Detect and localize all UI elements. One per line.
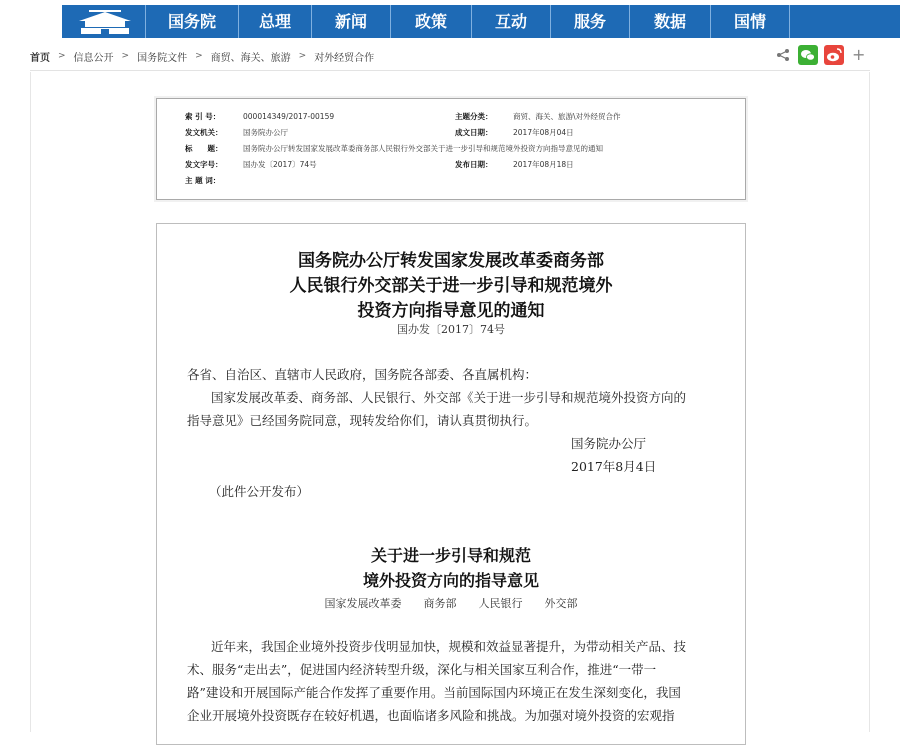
nav-item-interaction[interactable]: 互动 (494, 12, 527, 31)
more-share-button[interactable]: + (852, 45, 866, 64)
signature: 国务院办公厅 (571, 436, 647, 451)
chevron-right-icon: > (121, 51, 130, 61)
info-row-issuer (185, 127, 288, 138)
pub-date-label: 发布日期： (455, 160, 493, 169)
info-row-doc-number (185, 159, 317, 170)
nav-item-data[interactable]: 数据 (653, 12, 686, 31)
share-icon[interactable] (776, 48, 790, 62)
breadcrumb-trade-customs-tourism[interactable]: 商贸、海关、旅游 (210, 52, 291, 64)
info-row-date-written (455, 127, 574, 138)
issuer-value: 国务院办公厅 (243, 128, 288, 137)
index-value: 000014349/2017-00159 (243, 112, 335, 121)
nav-item-state-council[interactable]: 国务院 (167, 12, 216, 31)
nav-item-news[interactable]: 新闻 (334, 12, 367, 31)
wechat-icon[interactable] (798, 45, 818, 65)
breadcrumb (30, 46, 374, 66)
body-line-1: 国家发展改革委、商务部、人民银行、外交部《关于进一步引导和规范境外投资方向的 (211, 390, 687, 405)
breadcrumb-state-council-docs[interactable]: 国务院文件 (137, 52, 188, 64)
date-written-value: 2017年08月04日 (513, 128, 574, 137)
salutation: 各省、自治区、直辖市人民政府，国务院各部委、各直属机构： (187, 367, 538, 382)
document-number: 国办发〔2017〕74号 (397, 323, 505, 336)
document-title-line-2: 人民银行外交部关于进一步引导和规范境外 (289, 276, 613, 296)
opinion-title-line-2: 境外投资方向的指导意见 (362, 571, 539, 590)
breadcrumb-foreign-trade-cooperation[interactable]: 对外经贸合作 (314, 52, 375, 64)
opinion-title-line-1: 关于进一步引导和规范 (370, 546, 531, 565)
nav-item-policies[interactable]: 政策 (414, 12, 447, 31)
nav-item-national-conditions[interactable]: 国情 (733, 12, 766, 31)
document-title-line-3: 投资方向指导意见的通知 (357, 301, 545, 321)
chevron-right-icon: > (298, 51, 307, 61)
pub-date-value: 2017年08月18日 (513, 160, 574, 169)
chevron-right-icon: > (195, 51, 203, 61)
date-written-label: 成文日期： (455, 128, 493, 137)
issuer-label: 发文机关： (185, 128, 223, 137)
info-row-index (185, 111, 334, 122)
opinion-authors: 国家发展改革委 商务部 人民银行 外交部 (324, 597, 578, 610)
keywords-label: 主 题 词： (185, 176, 221, 185)
paragraph-line: 术、服务“走出去”，促进国内经济转型升级，深化与相关国家互利合作，推进“一带一 (187, 662, 657, 677)
title-value: 国务院办公厅转发国家发展改革委商务部人民银行外交部关于进一步引导和规范境外投资方向指导意见的通知 (243, 144, 603, 153)
weibo-icon[interactable] (824, 45, 844, 65)
paragraph-line: 近年来，我国企业境外投资步伐明显加快，规模和效益显著提升，为带动相关产品、技 (211, 639, 687, 654)
chevron-right-icon: > (58, 51, 66, 61)
paragraph-line: 企业开展境外投资既存在较好机遇，也面临诸多风险和挑战。为加强对境外投资的宏观指 (187, 708, 675, 723)
top-navigation (0, 0, 900, 38)
tiananmen-logo-icon[interactable] (75, 6, 135, 36)
doc-number-value: 国办发〔2017〕74号 (243, 160, 317, 169)
index-label: 索 引 号： (185, 112, 221, 121)
nav-item-services[interactable]: 服务 (573, 12, 606, 31)
sign-date: 2017年8月4日 (571, 459, 657, 474)
info-row-title (185, 143, 603, 154)
topic-value: 商贸、海关、旅游\对外经贸合作 (513, 112, 621, 121)
public-release-note: （此件公开发布） (209, 484, 310, 499)
nav-separator (789, 5, 790, 38)
document-title-line-1: 国务院办公厅转发国家发展改革委商务部 (298, 251, 604, 271)
paragraph-line: 路”建设和开展国际产能合作发挥了重要作用。当前国际国内环境正在发生深刻变化，我国 (187, 685, 681, 700)
document-body (156, 223, 746, 745)
document-info-table (156, 98, 746, 200)
info-row-topic (455, 111, 621, 122)
body-line-2: 指导意见》已经国务院同意，现转发给你们，请认真贯彻执行。 (187, 413, 538, 428)
doc-number-label: 发文字号： (185, 160, 223, 169)
info-row-pub-date (455, 159, 574, 170)
title-label: 标 题： (185, 144, 223, 153)
info-row-keywords (185, 175, 243, 186)
breadcrumb-home[interactable]: 首页 (30, 52, 50, 64)
topic-label: 主题分类： (455, 112, 493, 121)
breadcrumb-info-disclosure[interactable]: 信息公开 (73, 52, 114, 64)
nav-item-premier[interactable]: 总理 (258, 12, 291, 31)
header-divider (30, 70, 870, 71)
share-toolbar (776, 44, 865, 66)
